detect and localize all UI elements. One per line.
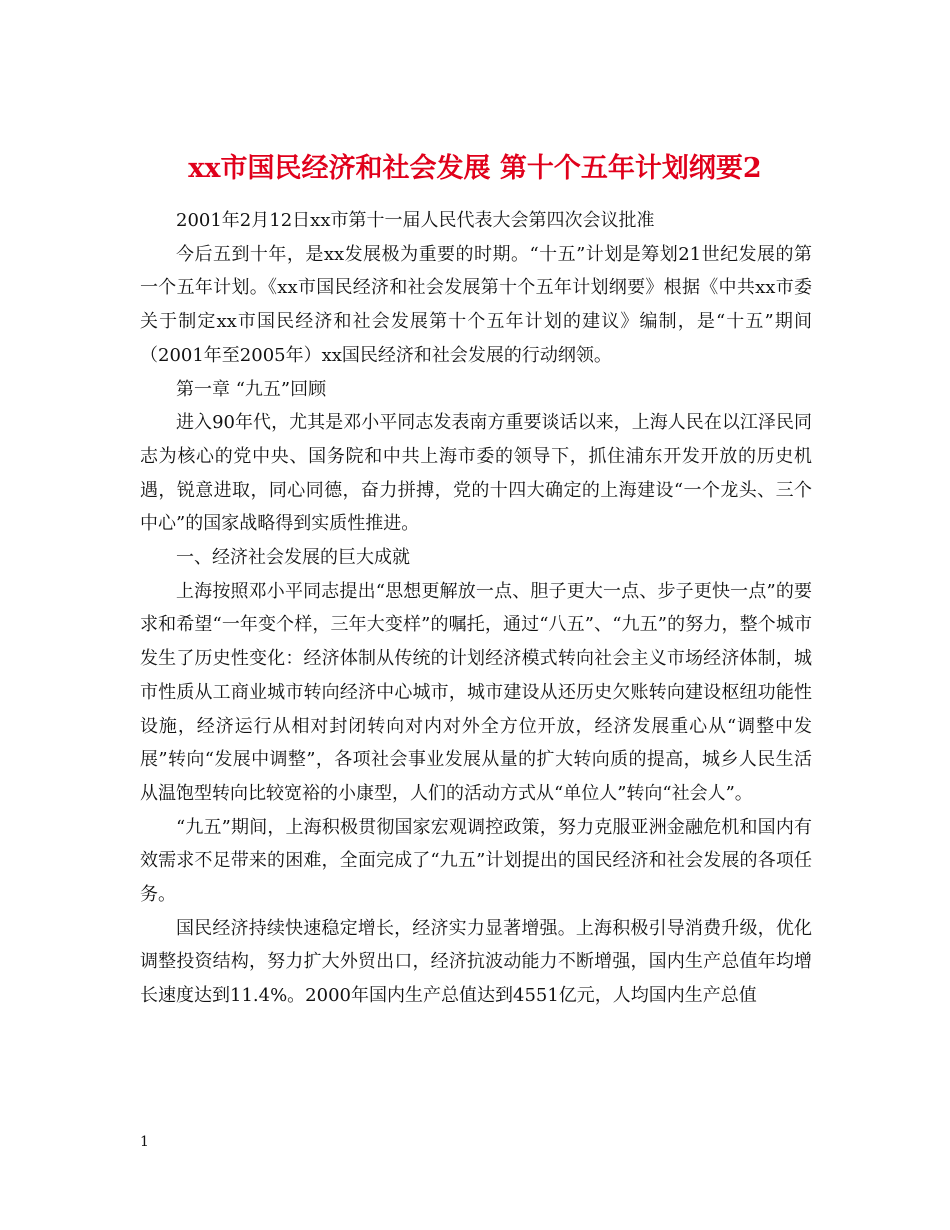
paragraph: 国民经济持续快速稳定增长，经济实力显著增强。上海积极引导消费升级，优化调整投资结构，努力扩大外贸出口，经济抗波动能力不断增强，国内生产总值年均增长速度达到11.4%。2000年国内生产总值达到4551亿元，人均国内生产总值 — [140, 917, 812, 1007]
chapter-heading: 第一章 “九五”回顾 — [176, 378, 327, 400]
page-title: xx市国民经济和社会发展 第十个五年计划纲要2 — [188, 153, 762, 185]
approval-line: 2001年2月12日xx市第十一届人民代表大会第四次会议批准 — [176, 210, 655, 231]
page-number: 1 — [140, 1134, 149, 1150]
section-heading: 一、经济社会发展的巨大成就 — [176, 547, 410, 569]
document-body — [140, 204, 812, 1013]
paragraph: 上海按照邓小平同志提出“思想更解放一点、胆子更大一点、步子更快一点”的要求和希望“一年变个样，三年大变样”的嘱托，通过“八五”、“九五”的努力，整个城市发生了历史性变化：经济体制从传统的计划经济模式转向社会主义市场经济体制，城市性质从工商业城市转向经济中心城市，城市建设从还历史欠账转向建设枢纽功能性设施，经济运行从相对封闭转向对内对外全方位开放，经济发展重心从“调整中发展”转向“发展中调整”，各项社会事业发展从量的扩大转向质的提高，城乡人民生活从温饱型转向比较宽裕的小康型，人们的活动方式从“单位人”转向“社会人”。 — [140, 580, 812, 804]
paragraph-intro: 今后五到十年，是xx发展极为重要的时期。“十五”计划是筹划21世纪发展的第一个五年计划。《xx市国民经济和社会发展第十个五年计划纲要》根据《中共xx市委关于制定xx市国民经济和社会发展第十个五年计划的建议》编制，是“十五”期间（2001年至2005年）xx国民经济和社会发展的行动纲领。 — [140, 243, 812, 366]
paragraph: 进入90年代，尤其是邓小平同志发表南方重要谈话以来，上海人民在以江泽民同志为核心的党中央、国务院和中共上海市委的领导下，抓住浦东开发开放的历史机遇，锐意进取，同心同德，奋力拼搏，党的十四大确定的上海建设“一个龙头、三个中心”的国家战略得到实质性推进。 — [140, 412, 812, 535]
paragraph: “九五”期间，上海积极贯彻国家宏观调控政策，努力克服亚洲金融危机和国内有效需求不足带来的困难，全面完成了“九五”计划提出的国民经济和社会发展的各项任务。 — [140, 816, 812, 906]
